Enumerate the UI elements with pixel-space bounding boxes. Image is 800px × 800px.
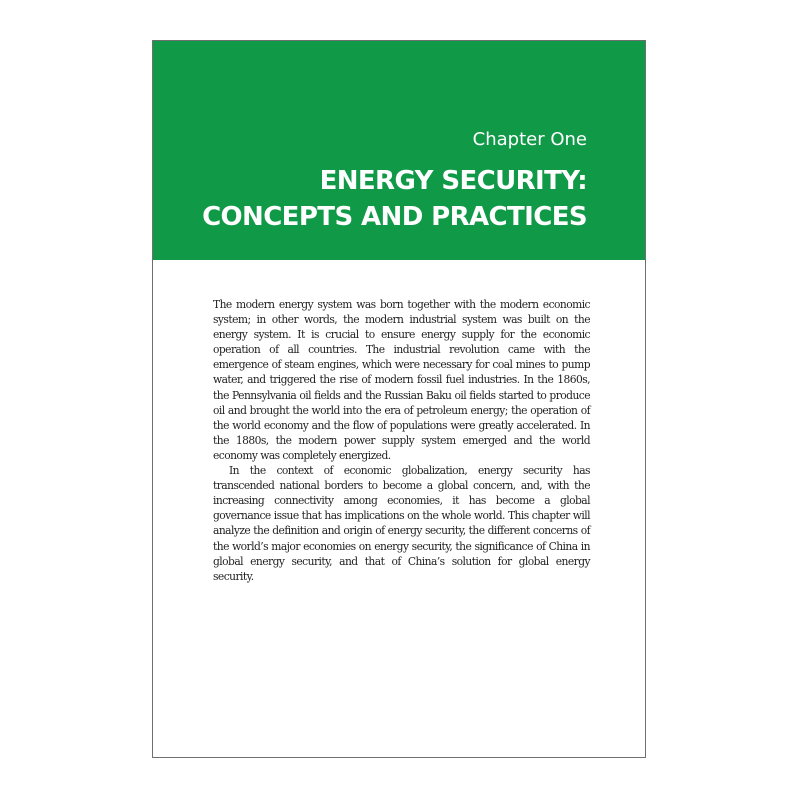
- chapter-header-band: [153, 41, 645, 260]
- chapter-number-label: Chapter One: [472, 129, 587, 150]
- body-paragraph-2: In the context of economic globalization, energy security has transcended national borders to become a global concern, and, with the increasing connectivity among economies, it has become a global governance issue that has implications on the whole world. This chapter will analyze the definition and origin of energy security, the different concerns of the world’s major economies on energy security, the significance of China in global energy security, and that of China’s solution for global energy security.: [213, 464, 590, 583]
- chapter-body-text: [213, 297, 590, 584]
- chapter-title-line-1: ENERGY SECURITY:: [319, 166, 587, 196]
- chapter-title: [202, 163, 587, 235]
- body-paragraph-1: The modern energy system was born together with the modern economic system; in other words, the modern industrial system was built on the energy system. It is crucial to ensure energy supply for the economic operation of all countries. The industrial revolution came with the emergence of steam engines, which were necessary for coal mines to pump water, and triggered the rise of modern fossil fuel industries. In the 1860s, the Pennsylvania oil fields and the Russian Baku oil fields started to produce oil and brought the world into the era of petroleum energy; the operation of the world economy and the flow of populations were greatly accelerated. In the 1880s, the modern power supply system emerged and the world economy was completely energized.: [213, 298, 590, 462]
- book-page: [152, 40, 646, 758]
- chapter-title-line-2: CONCEPTS AND PRACTICES: [202, 202, 587, 232]
